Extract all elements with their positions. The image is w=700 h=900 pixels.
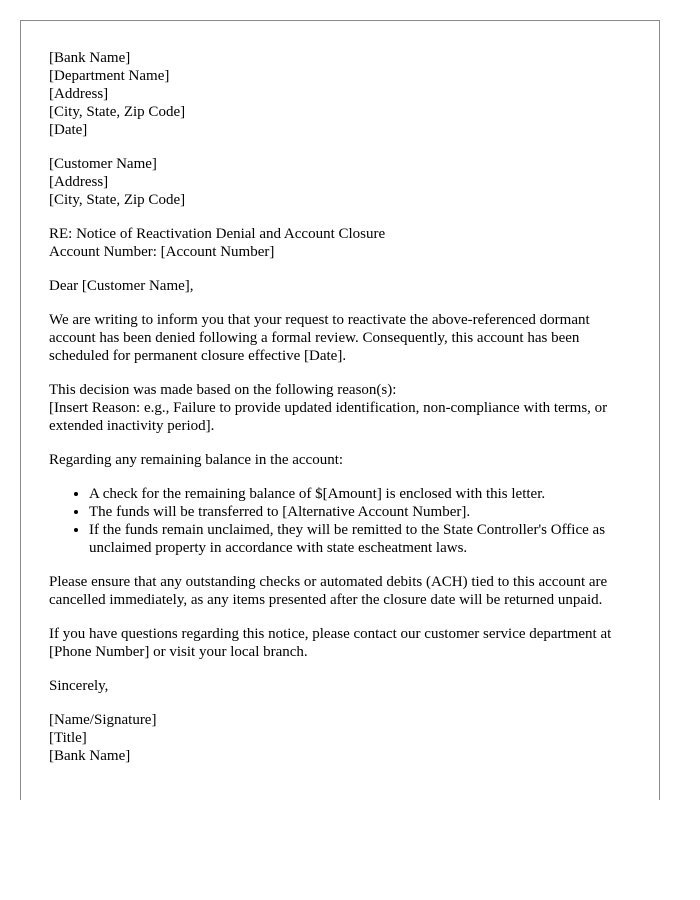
recipient-city-state-zip: [City, State, Zip Code] bbox=[49, 192, 186, 208]
list-item: • The funds will be transferred to [Alternative Account Number]. bbox=[89, 503, 639, 521]
signature-block bbox=[49, 711, 639, 765]
closing: Sincerely, bbox=[49, 678, 109, 694]
list-item: • A check for the remaining balance of $[Amount] is enclosed with this letter. bbox=[89, 485, 639, 503]
reason-block bbox=[49, 381, 639, 435]
letter-date: [Date] bbox=[49, 122, 88, 138]
sender-department-name: [Department Name] bbox=[49, 68, 170, 84]
signature-title: [Title] bbox=[49, 730, 87, 746]
sender-city-state-zip: [City, State, Zip Code] bbox=[49, 104, 186, 120]
denial-paragraph: We are writing to inform you that your request to reactivate the above-referenced dormant account has been denied following a formal review. Consequently, this account has been scheduled for permanent closure effective [Date]. bbox=[49, 312, 590, 364]
sender-address: [Address] bbox=[49, 86, 109, 102]
subject-block bbox=[49, 225, 639, 261]
recipient-address-block bbox=[49, 155, 639, 209]
balance-intro: Regarding any remaining balance in the account: bbox=[49, 452, 344, 468]
salutation: Dear [Customer Name], bbox=[49, 278, 194, 294]
signature-bank-name: [Bank Name] bbox=[49, 748, 131, 764]
reason-intro: This decision was made based on the following reason(s): bbox=[49, 382, 397, 398]
contact-paragraph: If you have questions regarding this notice, please contact our customer service department at [Phone Number] or visit your local branch. bbox=[49, 626, 612, 660]
balance-options-list bbox=[49, 485, 639, 557]
reason-text: [Insert Reason: e.g., Failure to provide updated identification, non-compliance with terms, or extended inactivity period]. bbox=[49, 400, 608, 434]
list-item: • If the funds remain unclaimed, they will be remitted to the State Controller's Office as unclaimed property in accordance with state escheatment laws. bbox=[89, 521, 639, 557]
recipient-name: [Customer Name] bbox=[49, 156, 157, 172]
account-number-line: Account Number: [Account Number] bbox=[49, 244, 275, 260]
letter-page bbox=[20, 20, 660, 800]
subject-line: RE: Notice of Reactivation Denial and Account Closure bbox=[49, 226, 386, 242]
outstanding-checks-paragraph: Please ensure that any outstanding checks or automated debits (ACH) tied to this account are cancelled immediately, as any items presented after the closure date will be returned unpaid. bbox=[49, 574, 608, 608]
signature-name: [Name/Signature] bbox=[49, 712, 157, 728]
letter-content bbox=[49, 49, 639, 781]
sender-bank-name: [Bank Name] bbox=[49, 50, 131, 66]
recipient-address: [Address] bbox=[49, 174, 109, 190]
sender-address-block bbox=[49, 49, 639, 139]
